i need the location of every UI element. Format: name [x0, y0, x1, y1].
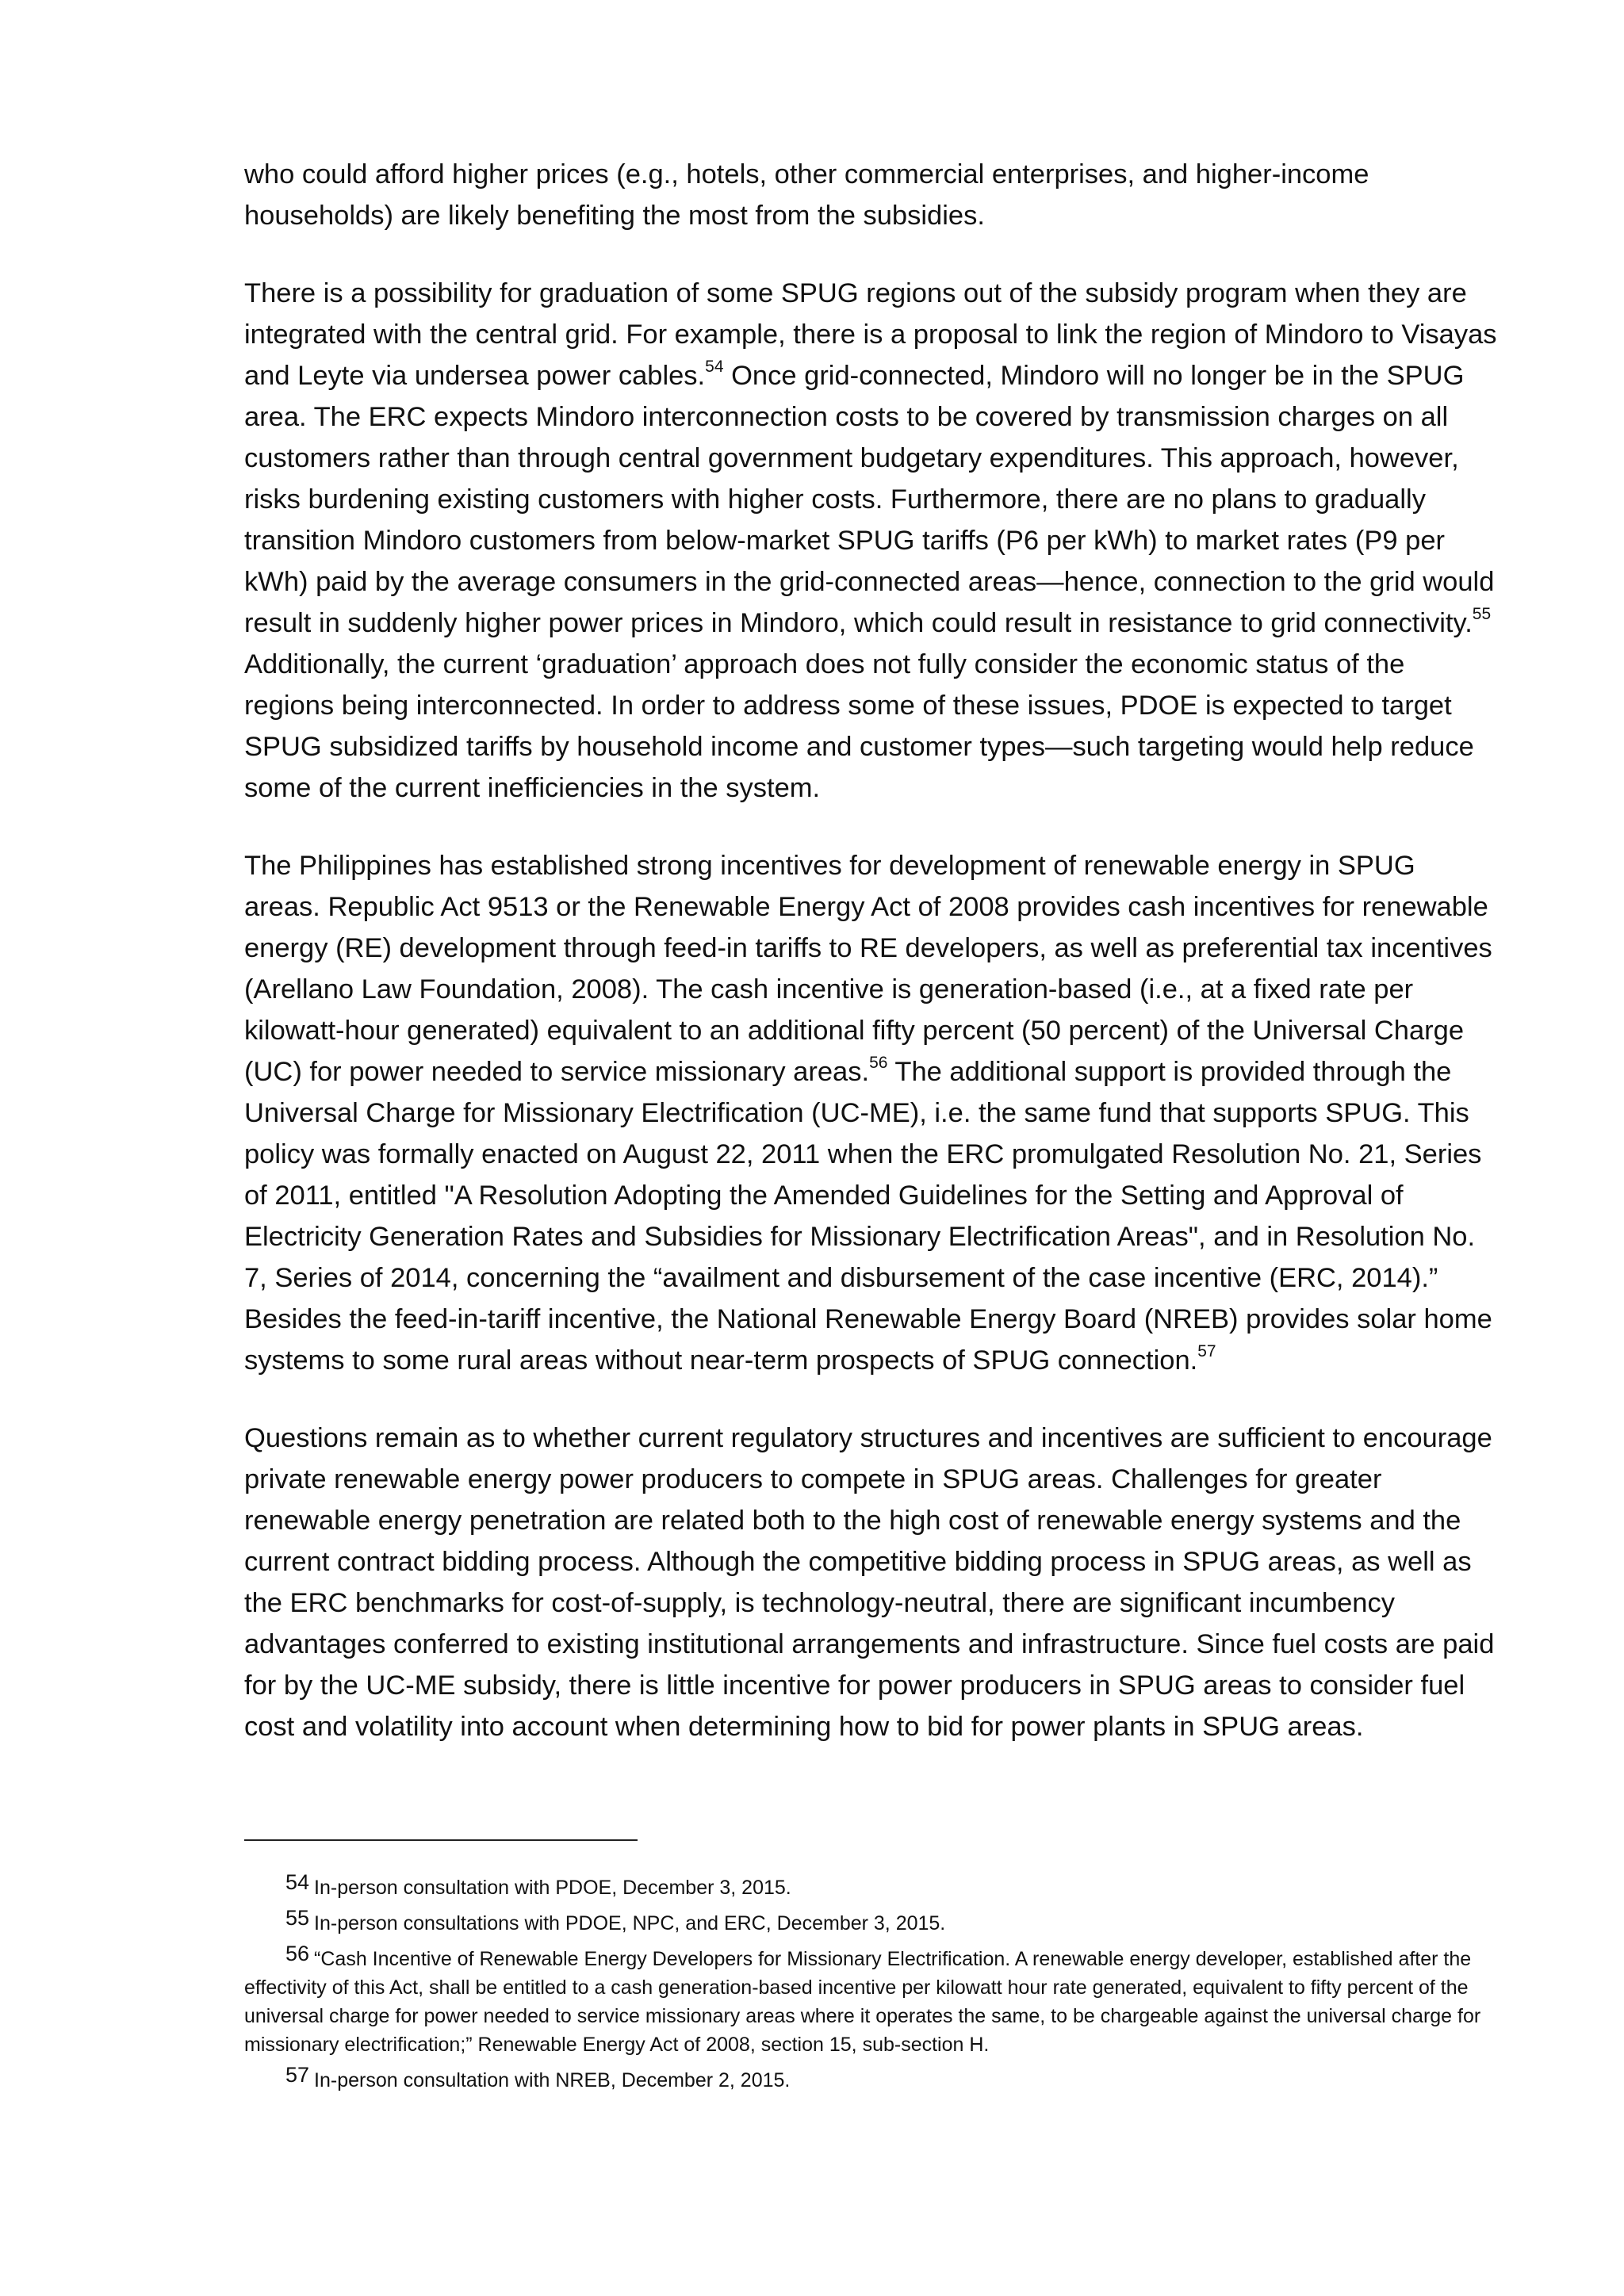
body-paragraph	[244, 1418, 1497, 1747]
footnote-text: “Cash Incentive of Renewable Energy Developers for Missionary Electrification. A renewable energy developer, established after the effectivity of this Act, shall be entitled to a cash generation-based incentive per kilowatt hour rate generated, equivalent to fifty percent of the universal charge for power needed to service missionary areas where it operates the same, to be chargeable against the universal charge for missionary electrification;” Renewable Energy Act of 2008, section 15, sub-section H.	[244, 1948, 1481, 2056]
body-paragraph	[244, 845, 1497, 1381]
paragraph-text: Questions remain as to whether current regulatory structures and incentives are sufficient to encourage private renewable energy power producers to compete in SPUG areas. Challenges for greater renewable energy penetration are related both to the high cost of renewable energy systems and the current contract bidding process. Although the competitive bidding process in SPUG areas, as well as the ERC benchmarks for cost-of-supply, is technology-neutral, there are significant incumbency advantages conferred to existing institutional arrangements and infrastructure. Since fuel costs are paid for by the UC-ME subsidy, there is little incentive for power producers in SPUG areas to consider fuel cost and volatility into account when determining how to bid for power plants in SPUG areas.	[244, 1423, 1495, 1742]
footnote	[244, 1944, 1505, 2059]
footnote-number: 56	[285, 1942, 310, 1965]
body-text	[244, 154, 1497, 1784]
footnote-text: In-person consultation with PDOE, December 3, 2015.	[314, 1877, 791, 1899]
footnote	[244, 1870, 1505, 1902]
body-paragraph	[244, 273, 1497, 809]
paragraph-text: Additionally, the current ‘graduation’ approach does not fully consider the economic status of the regions being interconnected. In order to address some of these issues, PDOE is expected to target SPUG subsidized tariffs by household income and customer types—such targeting would help reduce some of the current inefficiencies in the system.	[244, 649, 1474, 803]
paragraph-text: who could afford higher prices (e.g., hotels, other commercial enterprises, and higher-income households) are likely benefiting the most from the subsidies.	[244, 159, 1369, 231]
footnote-number: 55	[285, 1906, 310, 1930]
footnotes	[244, 1870, 1505, 2101]
footnote-reference[interactable]: 54	[705, 357, 724, 376]
footnote-text: In-person consultation with NREB, December 2, 2015.	[314, 2069, 791, 2091]
footnote-reference[interactable]: 56	[869, 1053, 888, 1072]
footnote-separator	[244, 1839, 638, 1841]
footnote	[244, 1908, 1505, 1938]
paragraph-text: The additional support is provided through the Universal Charge for Missionary Electrification (UC-ME), i.e. the same fund that supports SPUG. This policy was formally enacted on August 22, 2011 when the ERC promulgated Resolution No. 21, Series of 2011, entitled "A Resolution Adopting the Amended Guidelines for the Setting and Approval of Electricity Generation Rates and Subsidies for Missionary Electrification Areas", and in Resolution No. 7, Series of 2014, concerning the “availment and disbursement of the case incentive (ERC, 2014).” Besides the feed-in-tariff incentive, the National Renewable Energy Board (NREB) provides solar home systems to some rural areas without near-term prospects of SPUG connection.	[244, 1057, 1492, 1376]
paragraph-text: Once grid-connected, Mindoro will no longer be in the SPUG area. The ERC expects Mindoro interconnection costs to be covered by transmission charges on all customers rather than through central government budgetary expenditures. This approach, however, risks burdening existing customers with higher costs. Furthermore, there are no plans to gradually transition Mindoro customers from below-market SPUG tariffs (P6 per kWh) to market rates (P9 per kWh) paid by the average consumers in the grid-connected areas—hence, connection to the grid would result in suddenly higher power prices in Mindoro, which could result in resistance to grid connectivity.	[244, 361, 1495, 638]
footnote-reference[interactable]: 57	[1197, 1341, 1216, 1360]
paragraph-text: The Philippines has established strong incentives for development of renewable energy in SPUG areas. Republic Act 9513 or the Renewable Energy Act of 2008 provides cash incentives for renewable energy (RE) development through feed-in tariffs to RE developers, as well as preferential tax incentives (Arellano Law Foundation, 2008). The cash incentive is generation-based (i.e., at a fixed rate per kilowatt-hour generated) equivalent to an additional fifty percent (50 percent) of the Universal Charge (UC) for power needed to service missionary areas.	[244, 851, 1492, 1087]
footnote-reference[interactable]: 55	[1472, 604, 1492, 623]
footnote-text: In-person consultations with PDOE, NPC, and ERC, December 3, 2015.	[314, 1912, 946, 1934]
footnote-number: 54	[285, 1870, 310, 1894]
footnote	[244, 2065, 1505, 2095]
paragraph-text: There is a possibility for graduation of some SPUG regions out of the subsidy program when they are integrated with the central grid. For example, there is a proposal to link the region of Mindoro to Visayas and Leyte via undersea power cables.	[244, 278, 1497, 391]
body-paragraph	[244, 154, 1497, 236]
footnote-number: 57	[285, 2063, 310, 2087]
